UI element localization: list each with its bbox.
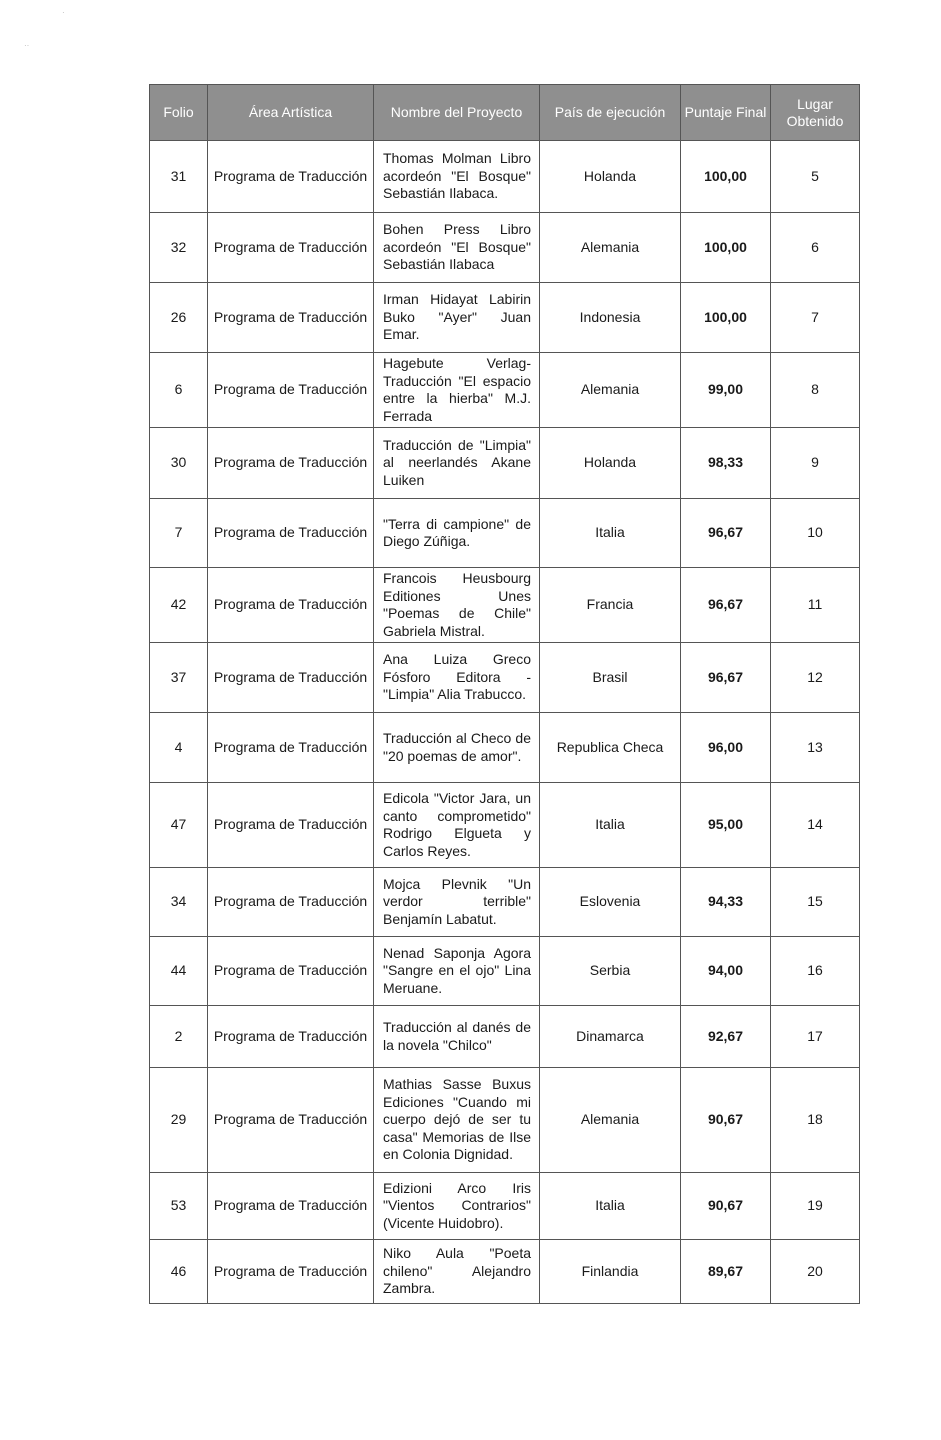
cell-area: Programa de Traducción — [208, 499, 374, 568]
cell-pais: Alemania — [540, 213, 681, 283]
cell-pais: Alemania — [540, 1068, 681, 1173]
cell-nombre: Mathias Sasse Buxus Ediciones "Cuando mi cuerpo dejó de ser tu casa" Memorias de Ilse en Colonia Dignidad. — [374, 1068, 540, 1173]
cell-lugar: 13 — [771, 713, 860, 783]
header-area: Área Artística — [208, 85, 374, 141]
cell-nombre: Nenad Saponja Agora "Sangre en el ojo" Lina Meruane. — [374, 937, 540, 1006]
cell-folio: 44 — [150, 937, 208, 1006]
cell-area: Programa de Traducción — [208, 643, 374, 713]
cell-area: Programa de Traducción — [208, 937, 374, 1006]
cell-folio: 7 — [150, 499, 208, 568]
cell-pais: Serbia — [540, 937, 681, 1006]
cell-puntaje: 100,00 — [681, 141, 771, 213]
cell-lugar: 16 — [771, 937, 860, 1006]
header-lugar: Lugar Obtenido — [771, 85, 860, 141]
cell-nombre: Mojca Plevnik "Un verdor terrible" Benjamín Labatut. — [374, 868, 540, 937]
cell-folio: 30 — [150, 428, 208, 499]
cell-folio: 37 — [150, 643, 208, 713]
cell-pais: Indonesia — [540, 283, 681, 353]
table-row — [150, 213, 860, 283]
cell-pais: Dinamarca — [540, 1006, 681, 1068]
cell-nombre: Niko Aula "Poeta chileno" Alejandro Zambra. — [374, 1240, 540, 1304]
header-puntaje: Puntaje Final — [681, 85, 771, 141]
table-row — [150, 783, 860, 868]
cell-puntaje: 96,67 — [681, 568, 771, 643]
cell-lugar: 17 — [771, 1006, 860, 1068]
cell-area: Programa de Traducción — [208, 213, 374, 283]
cell-puntaje: 96,00 — [681, 713, 771, 783]
cell-pais: Francia — [540, 568, 681, 643]
cell-pais: Republica Checa — [540, 713, 681, 783]
cell-lugar: 10 — [771, 499, 860, 568]
cell-lugar: 18 — [771, 1068, 860, 1173]
cell-puntaje: 96,67 — [681, 499, 771, 568]
cell-lugar: 8 — [771, 353, 860, 428]
cell-puntaje: 98,33 — [681, 428, 771, 499]
cell-folio: 29 — [150, 1068, 208, 1173]
cell-area: Programa de Traducción — [208, 868, 374, 937]
table-row — [150, 141, 860, 213]
cell-folio: 6 — [150, 353, 208, 428]
cell-nombre: Traducción de "Limpia" al neerlandés Akane Luiken — [374, 428, 540, 499]
cell-pais: Eslovenia — [540, 868, 681, 937]
table-row — [150, 499, 860, 568]
cell-puntaje: 95,00 — [681, 783, 771, 868]
table-row — [150, 283, 860, 353]
cell-puntaje: 99,00 — [681, 353, 771, 428]
cell-folio: 4 — [150, 713, 208, 783]
table-row — [150, 937, 860, 1006]
cell-pais: Alemania — [540, 353, 681, 428]
cell-lugar: 12 — [771, 643, 860, 713]
cell-lugar: 19 — [771, 1173, 860, 1240]
cell-folio: 26 — [150, 283, 208, 353]
cell-lugar: 11 — [771, 568, 860, 643]
cell-puntaje: 90,67 — [681, 1173, 771, 1240]
cell-pais: Brasil — [540, 643, 681, 713]
cell-nombre: Ana Luiza Greco Fósforo Editora - "Limpia" Alia Trabucco. — [374, 643, 540, 713]
header-row — [150, 85, 860, 141]
table-header — [150, 85, 860, 141]
cell-lugar: 7 — [771, 283, 860, 353]
cell-folio: 34 — [150, 868, 208, 937]
cell-nombre: Bohen Press Libro acordeón "El Bosque" Sebastián Ilabaca — [374, 213, 540, 283]
cell-puntaje: 96,67 — [681, 643, 771, 713]
cell-nombre: Traducción al danés de la novela "Chilco" — [374, 1006, 540, 1068]
cell-area: Programa de Traducción — [208, 141, 374, 213]
table-row — [150, 868, 860, 937]
cell-nombre: Hagebute Verlag-Traducción "El espacio entre la hierba" M.J. Ferrada — [374, 353, 540, 428]
scan-speck: · — [62, 8, 65, 17]
table-row — [150, 643, 860, 713]
cell-nombre: Francois Heusbourg Editiones Unes "Poemas de Chile" Gabriela Mistral. — [374, 568, 540, 643]
cell-puntaje: 94,00 — [681, 937, 771, 1006]
table-row — [150, 353, 860, 428]
cell-puntaje: 90,67 — [681, 1068, 771, 1173]
cell-area: Programa de Traducción — [208, 283, 374, 353]
header-folio: Folio — [150, 85, 208, 141]
cell-nombre: Traducción al Checo de "20 poemas de amor". — [374, 713, 540, 783]
cell-pais: Finlandia — [540, 1240, 681, 1304]
cell-puntaje: 92,67 — [681, 1006, 771, 1068]
header-pais: País de ejecución — [540, 85, 681, 141]
table-row — [150, 1006, 860, 1068]
cell-area: Programa de Traducción — [208, 1006, 374, 1068]
cell-lugar: 6 — [771, 213, 860, 283]
cell-lugar: 15 — [771, 868, 860, 937]
cell-lugar: 9 — [771, 428, 860, 499]
cell-area: Programa de Traducción — [208, 428, 374, 499]
table-row — [150, 1173, 860, 1240]
cell-lugar: 5 — [771, 141, 860, 213]
cell-lugar: 14 — [771, 783, 860, 868]
cell-folio: 32 — [150, 213, 208, 283]
cell-folio: 42 — [150, 568, 208, 643]
cell-puntaje: 89,67 — [681, 1240, 771, 1304]
cell-pais: Holanda — [540, 141, 681, 213]
cell-nombre: Edizioni Arco Iris "Vientos Contrarios" (Vicente Huidobro). — [374, 1173, 540, 1240]
cell-folio: 2 — [150, 1006, 208, 1068]
cell-nombre: Thomas Molman Libro acordeón "El Bosque" Sebastián Ilabaca. — [374, 141, 540, 213]
cell-nombre: Irman Hidayat Labirin Buko "Ayer" Juan Emar. — [374, 283, 540, 353]
cell-area: Programa de Traducción — [208, 783, 374, 868]
table-row — [150, 1068, 860, 1173]
cell-area: Programa de Traducción — [208, 1173, 374, 1240]
cell-folio: 47 — [150, 783, 208, 868]
cell-pais: Italia — [540, 499, 681, 568]
cell-puntaje: 94,33 — [681, 868, 771, 937]
results-table — [149, 84, 860, 1304]
table-row — [150, 713, 860, 783]
cell-pais: Italia — [540, 783, 681, 868]
cell-pais: Italia — [540, 1173, 681, 1240]
cell-folio: 46 — [150, 1240, 208, 1304]
table-row — [150, 428, 860, 499]
cell-area: Programa de Traducción — [208, 1240, 374, 1304]
cell-area: Programa de Traducción — [208, 1068, 374, 1173]
table-row — [150, 1240, 860, 1304]
table-row — [150, 568, 860, 643]
cell-folio: 53 — [150, 1173, 208, 1240]
table-body — [150, 141, 860, 1304]
cell-lugar: 20 — [771, 1240, 860, 1304]
cell-nombre: Edicola "Victor Jara, un canto comprometido" Rodrigo Elgueta y Carlos Reyes. — [374, 783, 540, 868]
scan-speck: ·· — [24, 41, 30, 50]
cell-nombre: "Terra di campione" de Diego Zúñiga. — [374, 499, 540, 568]
cell-folio: 31 — [150, 141, 208, 213]
cell-pais: Holanda — [540, 428, 681, 499]
header-nombre: Nombre del Proyecto — [374, 85, 540, 141]
cell-area: Programa de Traducción — [208, 353, 374, 428]
cell-area: Programa de Traducción — [208, 568, 374, 643]
cell-area: Programa de Traducción — [208, 713, 374, 783]
cell-puntaje: 100,00 — [681, 213, 771, 283]
cell-puntaje: 100,00 — [681, 283, 771, 353]
